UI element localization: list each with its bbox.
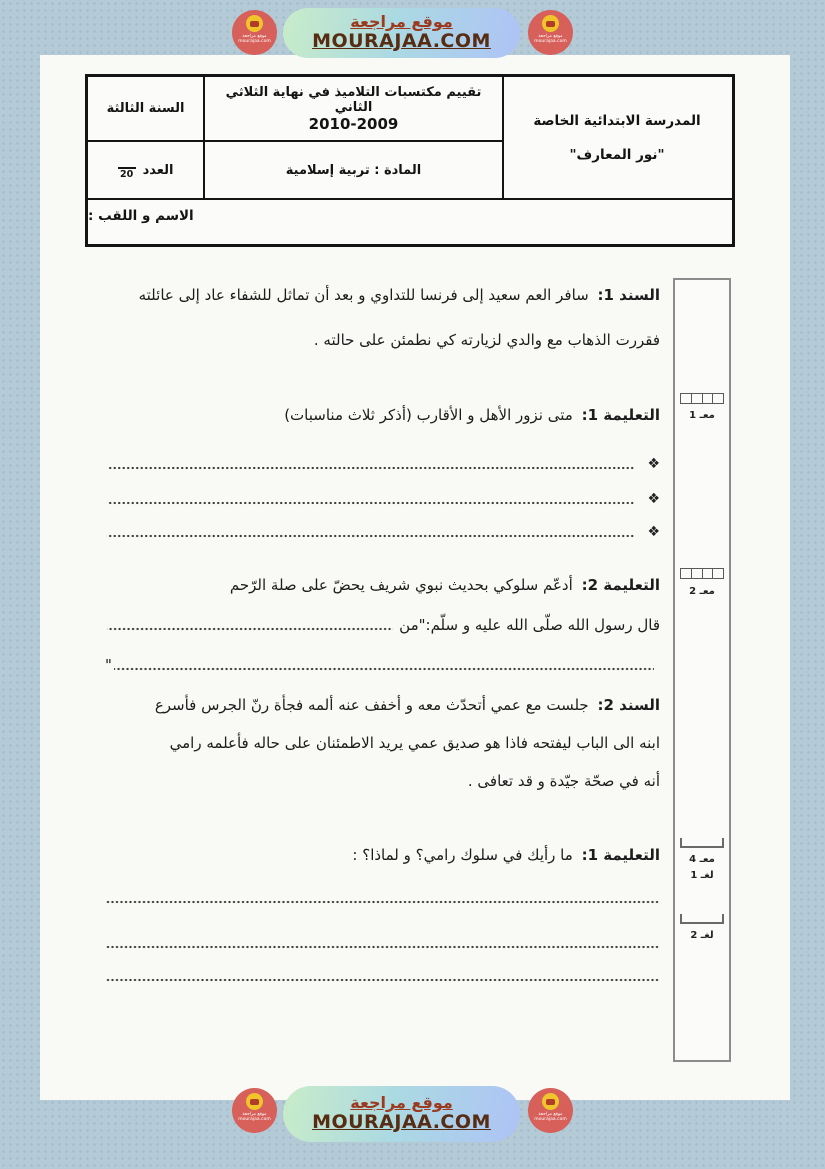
passage2-line2 bbox=[105, 733, 660, 753]
banner-pill[interactable] bbox=[283, 1086, 520, 1142]
score-label: العدد bbox=[142, 162, 174, 178]
site-logo bbox=[232, 1088, 277, 1133]
banner-pill[interactable] bbox=[283, 8, 520, 58]
site-logo bbox=[528, 10, 573, 55]
score-blank-line bbox=[118, 160, 136, 169]
passage1-label: السند 1: bbox=[597, 286, 660, 304]
dotted-answer-leader bbox=[107, 466, 635, 470]
diamond-bullet-icon: ❖ bbox=[647, 524, 660, 540]
dotted-answer-line bbox=[105, 900, 660, 904]
language2-label: لغـ 2 bbox=[690, 930, 714, 941]
book-icon bbox=[546, 1099, 555, 1105]
language1-label: لغـ 1 bbox=[690, 870, 714, 881]
dotted-answer-leader bbox=[107, 627, 393, 631]
passage2-text2: ابنه الى الباب ليفتحه فاذا هو صديق عمي يريد الاطمئنان على حاله فأعلمه رامي bbox=[169, 734, 660, 752]
scale-cell bbox=[692, 568, 703, 579]
subject-cell bbox=[205, 142, 502, 198]
site-url-link[interactable]: MOURAJAA.COM bbox=[312, 1111, 491, 1134]
exam-title-cell bbox=[205, 77, 502, 140]
scale-cell bbox=[692, 393, 703, 404]
diamond-bullet-icon: ❖ bbox=[647, 491, 660, 507]
school-name-line1: المدرسة الابتدائية الخاصة bbox=[533, 112, 701, 129]
instruction3-label: التعليمة 1: bbox=[581, 846, 660, 864]
score-cell bbox=[88, 142, 203, 198]
criterion4-label: معـ 4 bbox=[689, 854, 715, 865]
site-logo bbox=[232, 10, 277, 55]
exam-header-table bbox=[85, 74, 735, 247]
instruction2-label: التعليمة 2: bbox=[581, 576, 660, 594]
document-page bbox=[40, 55, 790, 1100]
logo-text-ar: موقع مراجعة bbox=[538, 1112, 563, 1117]
subject-label: المادة : تربية إسلامية bbox=[285, 162, 422, 178]
grade-level-cell bbox=[88, 77, 203, 140]
logo-text-url: mourajaa.com bbox=[534, 1117, 567, 1122]
site-banner-header bbox=[232, 8, 573, 58]
book-icon bbox=[250, 21, 259, 27]
instruction1-label: التعليمة 1: bbox=[581, 406, 660, 424]
instruction2 bbox=[105, 575, 660, 595]
scale-cell bbox=[703, 568, 714, 579]
dotted-answer-line bbox=[105, 945, 660, 949]
passage2-line3 bbox=[105, 771, 660, 791]
criterion1-label: معـ 1 bbox=[689, 410, 715, 421]
logo-text-ar: موقع مراجعة bbox=[242, 1112, 267, 1117]
student-name-cell bbox=[88, 200, 738, 250]
score-bracket bbox=[680, 914, 724, 924]
passage2-line1 bbox=[105, 695, 660, 715]
scale-cell bbox=[680, 568, 692, 579]
passage2-label: السند 2: bbox=[597, 696, 660, 714]
dotted-answer-leader bbox=[107, 534, 635, 538]
school-name-line2: "نور المعارف" bbox=[569, 146, 665, 163]
score-bracket bbox=[680, 838, 724, 848]
school-year: 2010-2009 bbox=[308, 114, 399, 133]
exam-title: تقييم مكتسبات التلاميذ في نهاية الثلاثي الثاني bbox=[225, 84, 482, 115]
logo-badge-icon bbox=[246, 1093, 263, 1110]
criterion2-label: معـ 2 bbox=[689, 586, 715, 597]
logo-text-url: mourajaa.com bbox=[534, 39, 567, 44]
site-url-link[interactable]: MOURAJAA.COM bbox=[312, 30, 491, 53]
logo-text-ar: موقع مراجعة bbox=[538, 34, 563, 39]
instruction1 bbox=[105, 405, 660, 425]
answer-line bbox=[105, 490, 660, 509]
hadith-line bbox=[105, 615, 660, 635]
logo-badge-icon bbox=[542, 15, 559, 32]
site-banner-footer bbox=[232, 1086, 573, 1142]
logo-text-url: mourajaa.com bbox=[238, 1117, 271, 1122]
instruction3-text: ما رأيك في سلوك رامي؟ و لماذا؟ : bbox=[352, 846, 573, 864]
site-title-arabic: موقع مراجعة bbox=[350, 1092, 453, 1112]
grade-level: السنة الثالثة bbox=[106, 101, 185, 116]
score-fraction bbox=[118, 160, 136, 180]
instruction2-text: أدعّم سلوكي بحديث نبوي شريف يحضّ على صلة الرّحم bbox=[229, 576, 573, 594]
logo-text-url: mourajaa.com bbox=[238, 39, 271, 44]
logo-badge-icon bbox=[246, 15, 263, 32]
closing-quote: " bbox=[105, 656, 112, 674]
scale-cell bbox=[713, 393, 724, 404]
dotted-answer-line bbox=[105, 978, 660, 982]
diamond-bullet-icon: ❖ bbox=[647, 456, 660, 472]
passage1-text1: سافر العم سعيد إلى فرنسا للتداوي و بعد أن تماثل للشفاء عاد إلى عائلته bbox=[138, 286, 589, 304]
student-name-label: الاسم و اللقب : bbox=[88, 208, 194, 224]
logo-text-ar: موقع مراجعة bbox=[242, 34, 267, 39]
hadith-continuation-line bbox=[105, 655, 660, 675]
book-icon bbox=[546, 21, 555, 27]
answer-line bbox=[105, 523, 660, 542]
evaluation-margin-column bbox=[673, 278, 731, 1062]
passage1-line1 bbox=[105, 285, 660, 305]
site-title-arabic: موقع مراجعة bbox=[350, 11, 453, 31]
scale-cell bbox=[680, 393, 692, 404]
logo-badge-icon bbox=[542, 1093, 559, 1110]
site-logo bbox=[528, 1088, 573, 1133]
passage1-text2: فقررت الذهاب مع والدي لزيارته كي نطمئن على حالته . bbox=[313, 331, 660, 349]
book-icon bbox=[250, 1099, 259, 1105]
score-scale bbox=[680, 568, 724, 579]
scale-cell bbox=[713, 568, 724, 579]
score-max: 20 bbox=[119, 169, 134, 180]
instruction1-text: متى نزور الأهل و الأقارب (أذكر ثلاث مناسبات) bbox=[284, 406, 573, 424]
instruction3 bbox=[105, 845, 660, 865]
passage2-text3: أنه في صحّة جيّدة و قد تعافى . bbox=[467, 772, 660, 790]
dotted-answer-leader bbox=[107, 501, 635, 505]
passage1-line2 bbox=[105, 330, 660, 350]
score-scale bbox=[680, 393, 724, 404]
answer-line bbox=[105, 455, 660, 474]
dotted-answer-leader bbox=[114, 667, 654, 671]
scale-cell bbox=[703, 393, 714, 404]
hadith-intro: قال رسول الله صلّى الله عليه و سلّم:"من bbox=[399, 616, 660, 634]
passage2-text1: جلست مع عمي أتحدّث معه و أخفف عنه ألمه فجأة رنّ الجرس فأسرع bbox=[154, 696, 589, 714]
school-name-cell bbox=[502, 77, 732, 198]
